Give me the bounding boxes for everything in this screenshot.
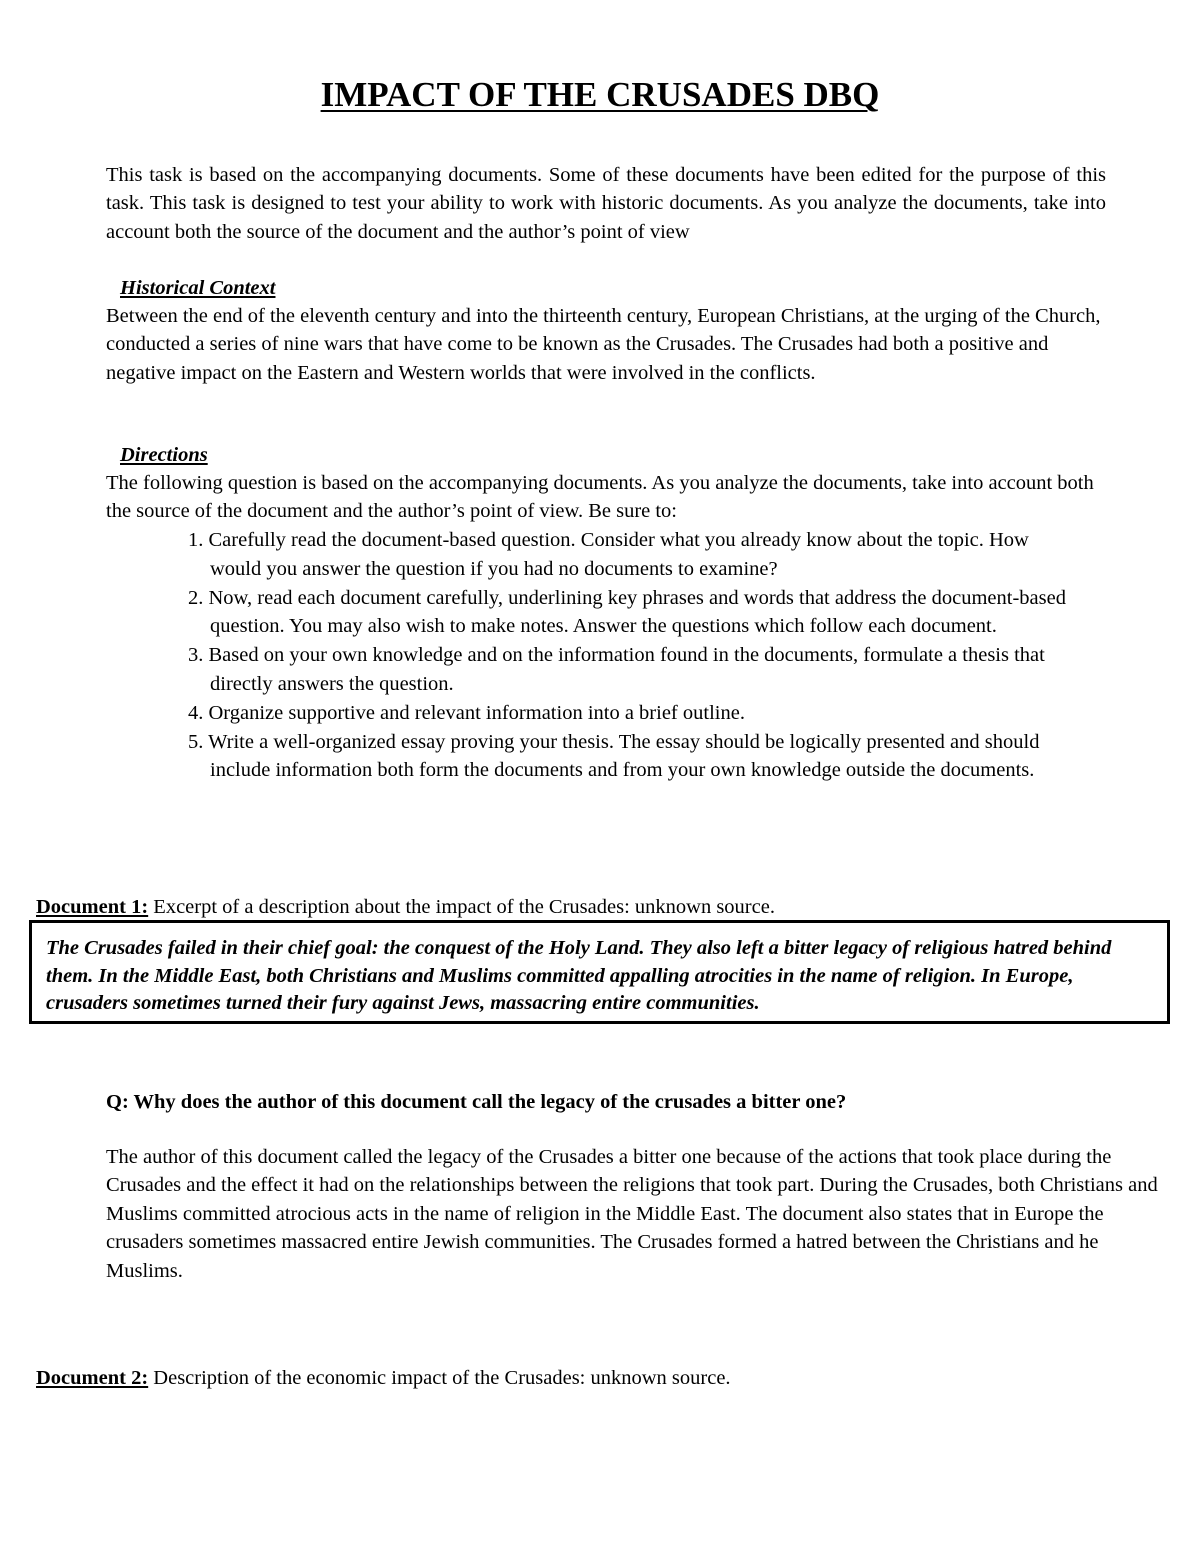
- page-title: IMPACT OF THE CRUSADES DBQ: [320, 75, 880, 114]
- directions-step: 5. Write a well-organized essay proving your thesis. The essay should be logically presented and should include information both form the documents and from your own knowledge outside the documents.: [188, 730, 1040, 782]
- historical-context-heading: Historical Context: [120, 277, 276, 299]
- directions-step: 1. Carefully read the document-based question. Consider what you already know about the topic. How would you answer the question if you had no documents to examine?: [188, 529, 1029, 580]
- document-1-label: Document 1:: [36, 896, 149, 918]
- document-1-question: Q: Why does the author of this document call the legacy of the crusades a bitter one?: [106, 1091, 847, 1113]
- directions-step: 3. Based on your own knowledge and on the information found in the documents, formulate a thesis that directly answers the question.: [188, 644, 1045, 695]
- directions-heading: Directions: [120, 444, 208, 466]
- directions-step: 4. Organize supportive and relevant information into a brief outline.: [188, 701, 745, 724]
- directions-steps: [180, 526, 1080, 785]
- document-2-description: Description of the economic impact of the Crusades: unknown source.: [148, 1367, 731, 1389]
- document-1-answer: The author of this document called the legacy of the Crusades a bitter one because of the actions that took place during the Crusades and the effect it had on the relationships between the religions that took part. During the Crusades, both Christians and Muslims committed atrocious acts in the name of religion in the Middle East. The document also states that in Europe the crusaders sometimes massacred entire Jewish communities. The Crusades formed a hatred between the Christians and he Muslims.: [106, 1146, 1158, 1282]
- historical-context-body: Between the end of the eleventh century and into the thirteenth century, European Christians, at the urging of the Church, conducted a series of nine wars that have come to be known as the Crusades. The Crusades had both a positive and negative impact on the Eastern and Western worlds that were involved in the conflicts.: [106, 305, 1101, 384]
- document-1-description: Excerpt of a description about the impact of the Crusades: unknown source.: [148, 896, 775, 918]
- directions-step: 2. Now, read each document carefully, underlining key phrases and words that address the document-based question. You may also wish to make notes. Answer the questions which follow each document.: [188, 586, 1066, 638]
- document-1-quote-box: The Crusades failed in their chief goal: the conquest of the Holy Land. They also left a bitter legacy of religious hatred behind them. In the Middle East, both Christians and Muslims committed appalling atrocities in the name of religion. In Europe, crusaders sometimes turned their fury against Jews, massacring entire communities.: [29, 920, 1170, 1024]
- directions-body: The following question is based on the accompanying documents. As you analyze the documents, take into account both the source of the document and the author’s point of view. Be sure to:: [106, 472, 1094, 523]
- document-2-heading: [36, 1364, 731, 1392]
- document-1-heading: [36, 893, 775, 921]
- intro-paragraph: This task is based on the accompanying documents. Some of these documents have been edited for the purpose of this task. This task is designed to test your ability to work with historic documents. As you analyze the documents, take into account both the source of the document and the author’s point of view: [106, 164, 1106, 243]
- document-2-label: Document 2:: [36, 1367, 149, 1389]
